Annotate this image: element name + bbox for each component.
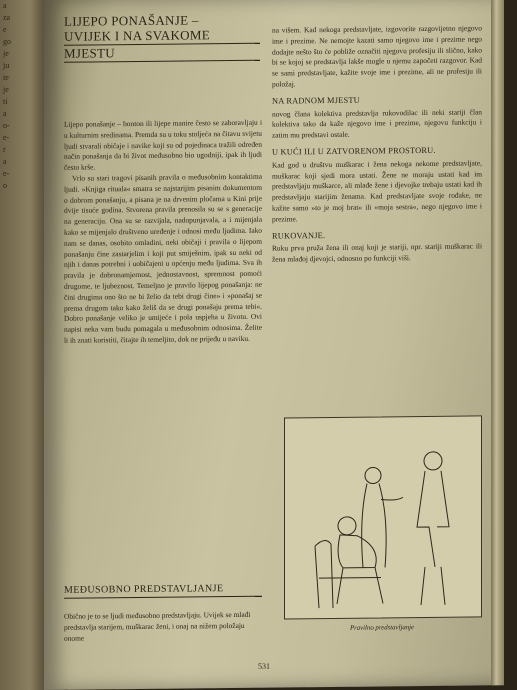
prev-fragment: a: [3, 157, 7, 166]
paragraph: na višem. Kad nekoga predstavljate, izgovorite razgovijetno njegovo ime i prezime. Ne nemojte kazati samo njegovo ime i prezime nego dodajte nešto što će pobliže označiti njegovu profesiju ili slično, kako bi se kojoj se predstavlja lakše mogle u njemu započeti razgovor. Kad se sami predstavljate, kažite svoje ime i prezime, ali ne profesiju ili položaj.: [272, 23, 482, 89]
prev-fragment: je: [3, 49, 9, 58]
prev-fragment: o: [3, 181, 7, 190]
page-stack-edge: [491, 0, 504, 685]
standing-woman-head: [365, 467, 381, 483]
paragraph: Vrlo su stari tragovi pisanih pravila o međusobnim kontaktima ljudi. »Knjiga rituala« smatra se najstarijim pisanim dokumentom o dobrom ponašanju, a pisana je na drvenim pločama u Kini prije dvije tisuće godina. Stvorena pravila prenosila su se s generacije na generaciju. Ona su se razvijala, nadopunjavala, a i mijenjala kako se mijenjalo društveno uređenje i odnosi među ljudima. Iako nam se danas, osobito omladini, neki običaji i pravila o lijepom ponašanju čine zastarjelim i koji put smiješnim, ipak su neki od njih i danas potrebni i uobičajeni u općenju među ljudima. Sva ih pravila je dobronamjernost, jednostavnost, spremnost pomoći drugome, te ljubeznost. Temeljno je pravilo lijepog ponašanja: ne čini drugima ono što ne bi želio da tebi drugi čine» i »ponašaj se prema drugom tako kako želiš da se drugi ponašaju prema tebi«. Dobro ponašanje veliko je umijeće i pola uspjeha u životu. Ovi napisi neka vam budu pomagala u međusobnim odnosima. Želite li ih znati koristiti, čitajte ih temeljito, dok ne prijeđu u naviku.: [64, 171, 262, 345]
left-column: [64, 118, 262, 347]
prev-fragment: e-: [3, 133, 10, 142]
prev-fragment: go: [3, 37, 11, 46]
introduction-illustration: [285, 416, 481, 618]
section-rule: [64, 596, 262, 599]
title-line: MJESTU: [64, 45, 115, 61]
prev-fragment: ti: [3, 97, 8, 106]
section-heading: RUKOVANJE.: [272, 230, 326, 241]
standing-woman-body: [362, 483, 386, 567]
prev-fragment: e: [3, 25, 7, 34]
paragraph: Kad god u društvu muškarac i žena nekoga nekome predstavljate, muškarac koji sjedi mora ustati. Žene ne moraju ustati kad im predstavljaju muškarce, ali mlađe žene i djevojke trebaju ustati kad ih predstavljaju starijim ženama. Kad predstavljate svoje rođake, ne kažite samo »to je moj brat« ili »moja sestra«, nego njegovo ime i prezime.: [272, 158, 482, 224]
prev-fragment: ju: [3, 61, 10, 70]
prev-fragment: za: [3, 13, 11, 22]
prev-fragment: je: [3, 85, 9, 94]
page-title: [64, 12, 264, 44]
section-heading: NA RADNOM MJESTU: [272, 95, 360, 106]
page-number: 531: [258, 661, 270, 671]
standing-man-legs: [421, 567, 445, 605]
gesture-arm: [381, 497, 403, 500]
prev-fragment: r: [3, 145, 6, 154]
prev-fragment: ie: [3, 73, 9, 82]
book-page: [44, 0, 504, 690]
paragraph: Ruku prva pruža žena ili onaj koji je stariji, npr. stariji muškarac ili žena mlađoj djevojci, odnosno po funkciji viši.: [272, 241, 482, 264]
chair: [315, 540, 381, 608]
paragraph: Lijepo ponašanje – bonton ili lijepe manire često se zaboravljaju i u kulturnim sredinama. Premda su u toku stoljeća na čitavu svijetu ljudi stvarali običaje i navike koji su od pojedinaca tražili određen način ponašanja da bi život međusobno bio ugodniji, ipak ih ljudi često krše.: [64, 117, 262, 172]
prev-fragment: a: [3, 109, 7, 118]
paragraph: novog člana kolektiva predstavlja rukovodilac ili neki stariji član kolektiva tako da kaže njegovo ime i prezime, njegovu funkciju i zatim mu predstavi ostale.: [272, 106, 482, 140]
prev-fragment: o-: [3, 121, 10, 130]
previous-page-edge: [0, 0, 44, 690]
title-line: UVIJEK I NA SVAKOME: [64, 27, 210, 44]
seated-woman-legs: [337, 567, 383, 603]
figure-caption: Pravilno predstavljanje: [349, 624, 415, 632]
seated-woman-body: [338, 535, 376, 568]
right-column: [272, 23, 482, 265]
prev-fragment: e-: [3, 169, 10, 178]
title-block: [64, 12, 264, 63]
section-heading: U KUĆI ILI U ZATVORENOM PROSTORU.: [272, 145, 436, 157]
illustration-figure: [284, 415, 482, 619]
section-heading: MEĐUSOBNO PREDSTAVLJANJE: [64, 583, 224, 596]
title-line: LIJEPO PONAŠANJE –: [64, 12, 199, 29]
prev-fragment: a: [3, 1, 7, 10]
standing-man-body: [417, 471, 449, 567]
standing-man-head: [424, 452, 442, 470]
seated-woman-head: [338, 517, 356, 535]
paragraph: Obično je to se ljudi međusobno predstavljaju. Uvijek se mlađi predstavlja starijem, muškarac ženi, i onaj na nižem položaju onome: [64, 609, 251, 643]
